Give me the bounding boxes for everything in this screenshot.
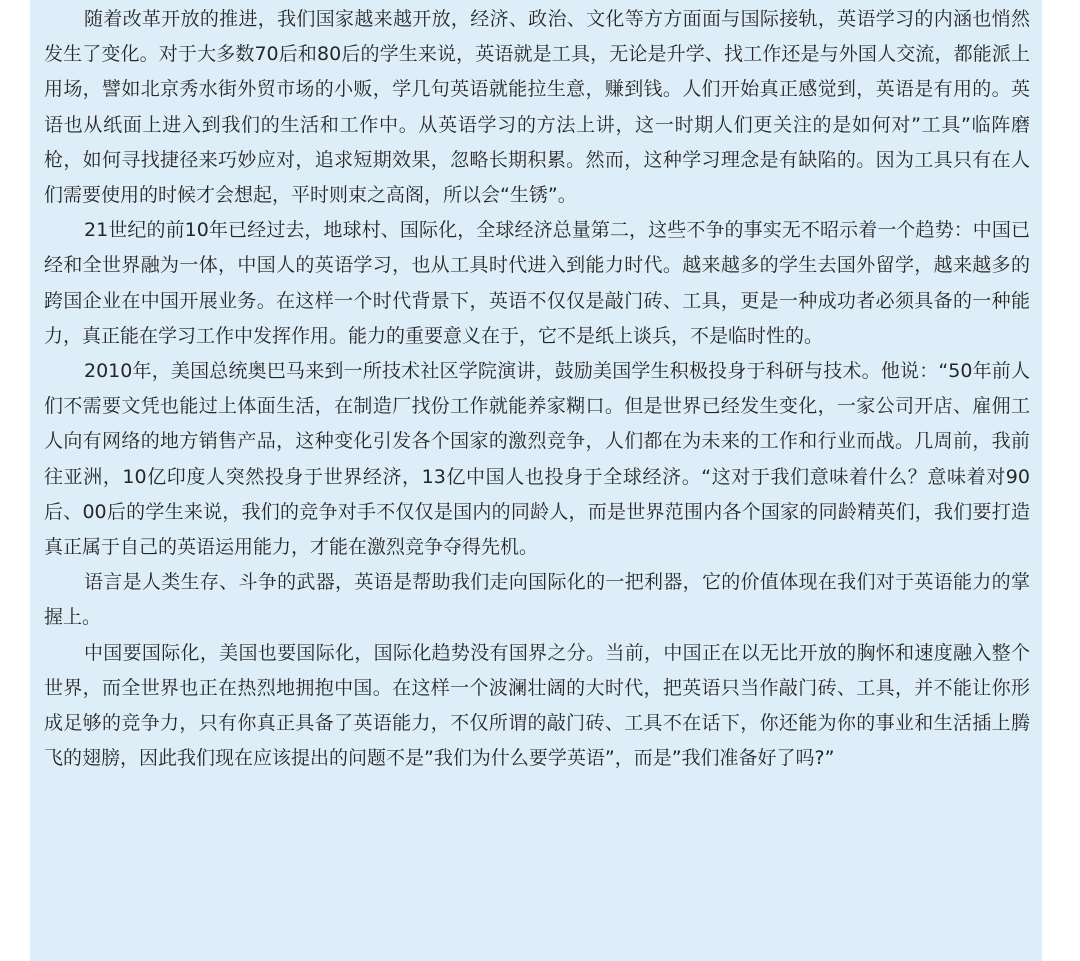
paragraph-obama-speech: 2010年，美国总统奥巴马来到一所技术社区学院演讲，鼓励美国学生积极投身于科研与技术。他说：“50年前人们不需要文凭也能过上体面生活，在制造厂找份工作就能养家糊口。但是世界已经发生变化，一家公司开店、雇佣工人向有网络的地方销售产品，这种变化引发各个国家的激烈竞争，人们都在为未来的工作和行业而战。几周前，我前往亚洲，10亿印度人突然投身于世界经济，13亿中国人也投身于全球经济。“这对于我们意味着什么？意味着对90后、00后的学生来说，我们的竞争对手不仅仅是国内的同龄人，而是世界范围内各个国家的同龄精英们，我们要打造真正属于自己的英语运用能力，才能在激烈竞争夺得先机。 <box>44 360 1030 559</box>
article-body <box>44 2 1030 776</box>
paragraph-21st-century: 21世纪的前10年已经过去，地球村、国际化，全球经济总量第二，这些不争的事实无不昭示着一个趋势：中国已经和全世界融为一体，中国人的英语学习，也从工具时代进入到能力时代。越来越多的学生去国外留学，越来越多的跨国企业在中国开展业务。在这样一个时代背景下，英语不仅仅是敲门砖、工具，更是一种成功者必须具备的一种能力，真正能在学习工作中发挥作用。能力的重要意义在于，它不是纸上谈兵，不是临时性的。 <box>44 219 1030 347</box>
paragraph-reform-and-opening: 随着改革开放的推进，我们国家越来越开放，经济、政治、文化等方方面面与国际接轨，英语学习的内涵也悄然发生了变化。对于大多数70后和80后的学生来说，英语就是工具，无论是升学、找工作还是与外国人交流，都能派上用场，譬如北京秀水街外贸市场的小贩，学几句英语就能拉生意，赚到钱。人们开始真正感觉到，英语是有用的。英语也从纸面上进入到我们的生活和工作中。从英语学习的方法上讲，这一时期人们更关注的是如何对”工具”临阵磨枪，如何寻找捷径来巧妙应对，追求短期效果，忽略长期积累。然而，这种学习理念是有缺陷的。因为工具只有在人们需要使用的时候才会想起，平时则束之高阁，所以会“生锈”。 <box>44 8 1030 207</box>
paragraph-language-as-weapon: 语言是人类生存、斗争的武器，英语是帮助我们走向国际化的一把利器，它的价值体现在我们对于英语能力的掌握上。 <box>44 571 1030 629</box>
paragraph-internationalization: 中国要国际化，美国也要国际化，国际化趋势没有国界之分。当前，中国正在以无比开放的胸怀和速度融入整个世界，而全世界也正在热烈地拥抱中国。在这样一个波澜壮阔的大时代，把英语只当作敲门砖、工具，并不能让你形成足够的竞争力，只有你真正具备了英语能力，不仅所谓的敲门砖、工具不在话下，你还能为你的事业和生活插上腾飞的翅膀，因此我们现在应该提出的问题不是”我们为什么要学英语”，而是”我们准备好了吗?” <box>44 641 1030 770</box>
